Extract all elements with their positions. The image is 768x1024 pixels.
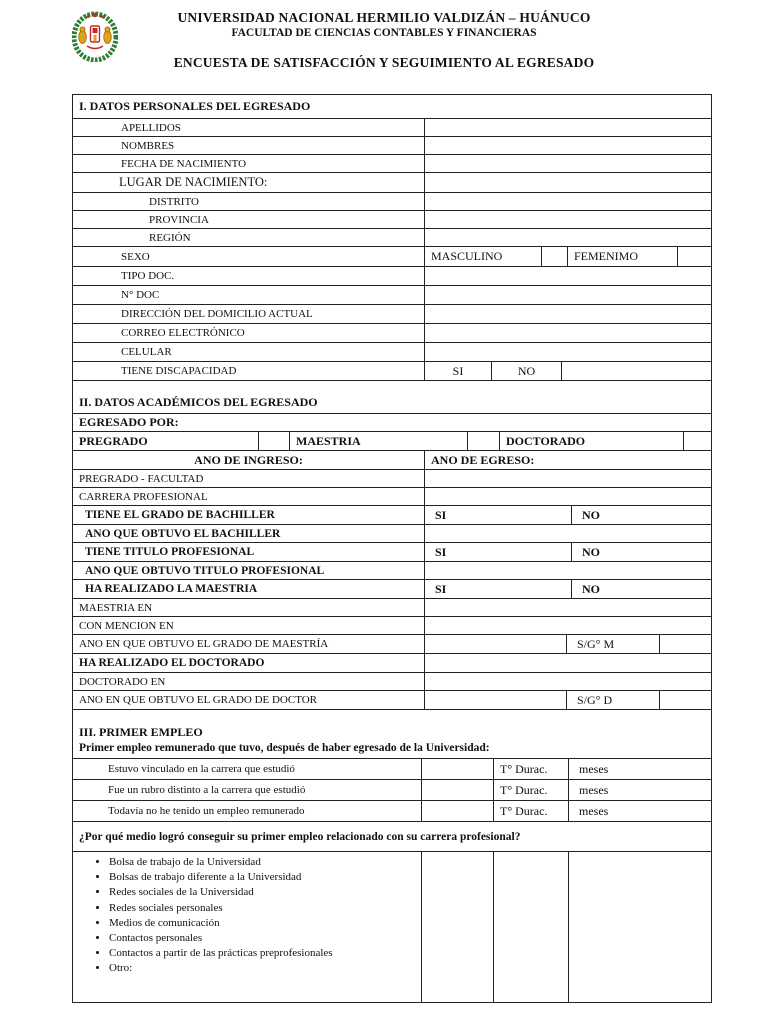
section-gap [73,710,711,721]
row-sexo [73,247,711,267]
options-answer-col-2[interactable] [493,852,568,1002]
row-titulo-profesional [73,543,711,562]
row-carrera-profesional [73,488,711,506]
label-tdur-2: T° Durac. [493,801,568,821]
row-job-0 [73,759,711,780]
checkbox-job-sin-empleo[interactable] [421,801,493,821]
label-discapacidad: TIENE DISCAPACIDAD [121,365,237,377]
field-num-doc[interactable] [424,286,711,304]
field-pregrado-facultad[interactable] [424,470,711,487]
row-doctorado-en [73,673,711,691]
label-femenino: FEMENIMO [567,247,677,266]
label-sg-d: S/G° D [566,691,659,709]
option-bolsa-universidad[interactable]: • Bolsa de trabajo de la Universidad [109,856,333,868]
label-correo: CORREO ELECTRÓNICO [121,327,245,339]
option-bolsas-diferente[interactable]: • Bolsas de trabajo diferente a la Universidad [109,871,333,883]
label-grado-bachiller: TIENE EL GRADO DE BACHILLER [85,509,275,521]
field-ano-titulo[interactable] [424,562,711,579]
option-contactos-personales[interactable]: • Contactos personales [109,932,333,944]
label-egresado-por: EGRESADO POR: [79,415,179,429]
section1-title: I. DATOS PERSONALES DEL EGRESADO [79,99,311,113]
row-job-2 [73,801,711,822]
row-num-doc [73,286,711,305]
label-masculino: MASCULINO [424,247,541,266]
label-job-sin-empleo: Todavía no he tenido un empleo remunerado [108,805,305,817]
row-pregrado-facultad [73,470,711,488]
field-region[interactable] [424,229,711,246]
field-meses-2[interactable]: meses [568,801,711,821]
label-doctorado-en: DOCTORADO EN [79,675,166,688]
option-titulo-no[interactable]: NO [571,543,711,561]
label-lugar-nacimiento: LUGAR DE NACIMIENTO: [119,175,268,189]
option-redes-universidad[interactable]: • Redes sociales de la Universidad [109,886,333,898]
checkbox-masculino[interactable] [541,247,567,266]
section3-subtitle: Primer empleo remunerado que tuvo, después de haber egresado de la Universidad: [79,742,490,754]
field-direccion[interactable] [424,305,711,323]
option-bachiller-no[interactable]: NO [571,506,711,524]
row-job-1 [73,780,711,801]
row-celular [73,343,711,362]
options-answer-col-3[interactable] [568,852,711,1002]
row-ano-grado-doctor [73,691,711,710]
label-ano-egreso: ANO DE EGRESO: [424,451,711,469]
university-name: UNIVERSIDAD NACIONAL HERMILIO VALDIZÁN – HUÁNUCO [177,10,591,25]
label-maestria: MAESTRIA [289,432,467,450]
label-tdur-1: T° Durac. [493,780,568,800]
checkbox-job-rubro-distinto[interactable] [421,780,493,800]
question-medio-empleo: ¿Por qué medio logró conseguir su primer empleo relacionado con su carrera profesional? [79,830,521,843]
label-ano-bachiller: ANO QUE OBTUVO EL BACHILLER [85,527,281,540]
label-tipo-doc: TIPO DOC. [121,270,175,282]
row-ha-maestria [73,580,711,599]
row-region [73,229,711,247]
label-ha-doctorado: HA REALIZADO EL DOCTORADO [79,657,265,669]
label-job-vinculado: Estuvo vinculado en la carrera que estudió [108,763,295,775]
label-direccion: DIRECCIÓN DEL DOMICILIO ACTUAL [121,308,313,320]
field-lugar-nacimiento[interactable] [424,173,711,192]
checkbox-doctorado[interactable] [683,432,711,450]
row-provincia [73,211,711,229]
field-correo[interactable] [424,324,711,342]
option-discapacidad-no[interactable]: NO [491,362,561,380]
checkbox-maestria[interactable] [467,432,499,450]
row-ano-bachiller [73,525,711,543]
label-job-rubro-distinto: Fue un rubro distinto a la carrera que estudió [108,784,306,796]
field-sg-m[interactable] [659,635,711,653]
checkbox-femenino[interactable] [677,247,711,266]
label-nombres: NOMBRES [121,139,175,152]
label-ano-ingreso: ANO DE INGRESO: [194,452,303,467]
label-ha-maestria: HA REALIZADO LA MAESTRIA [85,583,258,595]
option-maestria-no[interactable]: NO [571,580,711,598]
checkbox-pregrado[interactable] [258,432,289,450]
option-contactos-practicas[interactable]: • Contactos a partir de las prácticas preprofesionales [109,947,333,959]
options-block [73,852,711,1002]
option-titulo-si[interactable]: SI [424,543,571,561]
field-ano-bachiller[interactable] [424,525,711,542]
row-lugar-nacimiento [73,173,711,193]
field-meses-1[interactable]: meses [568,780,711,800]
label-ano-grado-maestria: ANO EN QUE OBTUVO EL GRADO DE MAESTRÍA [79,638,329,650]
label-sg-m: S/G° M [566,635,659,653]
field-carrera-profesional[interactable] [424,488,711,505]
field-provincia[interactable] [424,211,711,228]
faculty-name: FACULTAD DE CIENCIAS CONTABLES Y FINANCIERAS [231,27,537,39]
page-title: ENCUESTA DE SATISFACCIÓN Y SEGUIMIENTO AL EGRESADO [173,55,595,70]
row-maestria-en [73,599,711,617]
row-con-mencion [73,617,711,635]
field-distrito[interactable] [424,193,711,210]
row-distrito [73,193,711,211]
label-titulo-profesional: TIENE TITULO PROFESIONAL [85,546,255,558]
section3-header [73,721,711,758]
options-list-cell [73,852,421,1002]
field-meses-0[interactable]: meses [568,759,711,779]
row-ano-grado-maestria [73,635,711,654]
label-celular: CELULAR [121,346,172,358]
row-fecha-nacimiento [73,155,711,173]
option-maestria-si[interactable]: SI [424,580,571,598]
option-redes-personales[interactable]: • Redes sociales personales [109,902,333,914]
row-nombres [73,137,711,155]
label-distrito: DISTRITO [149,195,199,208]
field-nombres[interactable] [424,137,711,154]
section-gap [73,381,711,392]
row-grado-bachiller [73,506,711,525]
label-region: REGIÓN [149,231,191,244]
field-tipo-doc[interactable] [424,267,711,285]
label-doctorado: DOCTORADO [499,432,683,450]
row-tipo-doc [73,267,711,286]
field-ano-grado-maestria[interactable] [424,635,566,653]
label-apellidos: APELLIDOS [121,121,181,134]
label-tdur-0: T° Durac. [493,759,568,779]
label-num-doc: N° DOC [121,289,160,301]
label-ano-titulo: ANO QUE OBTUVO TITULO PROFESIONAL [85,564,325,577]
label-ano-grado-doctor: ANO EN QUE OBTUVO EL GRADO DE DOCTOR [79,694,318,706]
label-pregrado: PREGRADO [79,433,148,448]
survey-form [72,94,712,1003]
section2-title: II. DATOS ACADÉMICOS DEL EGRESADO [79,395,318,409]
row-apellidos [73,119,711,137]
section3-title: III. PRIMER EMPLEO [79,725,203,739]
row-ano-titulo [73,562,711,580]
label-con-mencion: CON MENCION EN [79,619,174,632]
option-otro[interactable]: • Otro: [109,962,333,974]
row-ha-doctorado [73,654,711,673]
label-pregrado-facultad: PREGRADO - FACULTAD [79,472,204,485]
field-maestria-en[interactable] [424,599,711,616]
option-discapacidad-si[interactable]: SI [424,362,491,380]
label-carrera-profesional: CARRERA PROFESIONAL [79,490,208,503]
label-provincia: PROVINCIA [149,213,209,226]
options-answer-col-1[interactable] [421,852,493,1002]
row-correo [73,324,711,343]
field-discapacidad-extra[interactable] [561,362,711,380]
field-apellidos[interactable] [424,119,711,136]
field-celular[interactable] [424,343,711,361]
field-sg-d[interactable] [659,691,711,709]
row-direccion [73,305,711,324]
row-ano-ingreso-egreso [73,451,711,470]
field-ano-grado-doctor[interactable] [424,691,566,709]
row-discapacidad [73,362,711,381]
field-con-mencion[interactable] [424,617,711,634]
checkbox-job-vinculado[interactable] [421,759,493,779]
option-medios-comunicacion[interactable]: • Medios de comunicación [109,917,333,929]
label-fecha-nacimiento: FECHA DE NACIMIENTO [121,157,247,170]
field-doctorado-en[interactable] [424,673,711,690]
label-sexo: SEXO [121,250,150,263]
label-maestria-en: MAESTRIA EN [79,601,153,614]
field-fecha-nacimiento[interactable] [424,155,711,172]
option-bachiller-si[interactable]: SI [424,506,571,524]
row-nivel-egreso [73,432,711,451]
field-ha-doctorado[interactable] [424,654,711,672]
